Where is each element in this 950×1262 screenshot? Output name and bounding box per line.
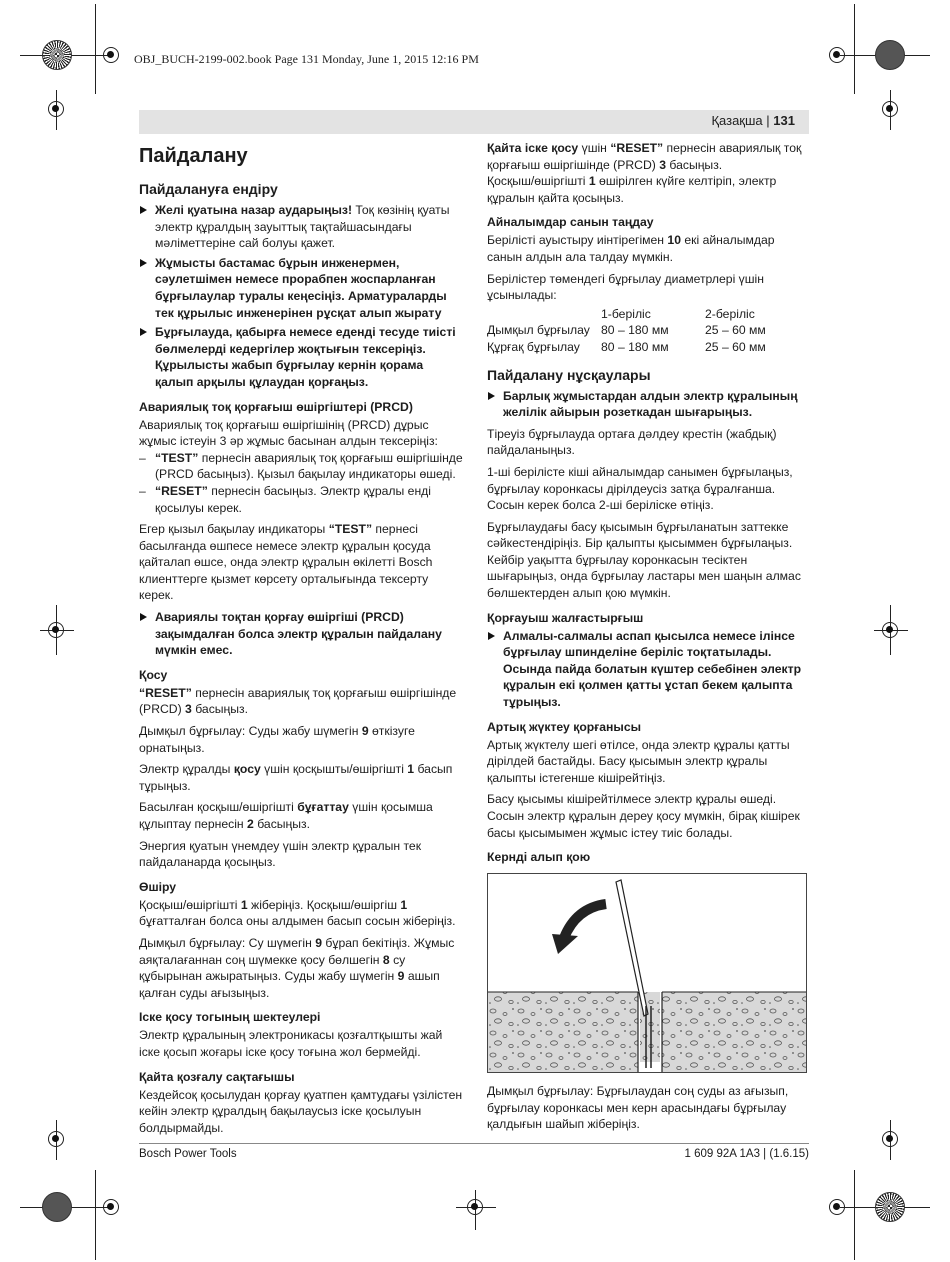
subsection-heading: Керндi алып қою [487,850,591,865]
registration-star-icon [875,1192,905,1222]
subsection-heading: Айналымдар санын таңдау [487,215,654,230]
registration-target-icon [467,1199,483,1215]
paragraph: Басу қысымы кішірейтілмесе электр құралы өшеді. Сосын электр құралын дереу қосу мүмкін, бірақ кішірек басы қысымымен жұмыс істеу тиіс болады. [487,792,800,840]
paragraph: Басылған қосқыш/өшіргішті бұғаттау үшін қосымша құлыптау пернесін 2 басыңыз. [139,800,433,831]
bullet-arrow-icon [488,392,495,400]
paragraph: 1-ші берілісте кіші айналымдар санымен бұрғылаңыз, бұрғылау коронкасы дірілдеусіз затқа бұралғанша. Сосын керек болса 2-ші берілiске өтіңіз. [487,464,793,513]
table-header-row [487,306,766,323]
table-cell: Құрғақ бұрғылау [487,339,580,354]
subsection-heading: Қайта қозғалу сақтағышы [139,1069,295,1084]
paragraph: Берілістер төмендегі бұрғылау диаметрлері үшін ұсынылады: [487,271,764,303]
file-note: OBJ_BUCH-2199-002.book Page 131 Monday, June 1, 2015 12:16 PM [134,52,479,66]
table-row [487,339,766,356]
registration-target-icon [882,622,898,638]
table-row [487,322,766,339]
paragraph: Қосқыш/өшіргішті 1 жіберіңіз. Қосқыш/өшіргіш 1 бұғатталған болса оны алдымен басып сосын жіберіңіз. [139,897,456,929]
core-removal-illustration [488,874,806,1072]
table-cell: 25 – 60 мм [705,339,766,354]
warning-item: Желі қуатына назар аударыңыз! Тоқ көзінің қуаты электр құралдың зауыттық тақтайшасындағы мәліметтеріне сай болуы қажет. [139,202,464,252]
bullet-arrow-icon [488,632,495,640]
table-cell: 80 – 180 мм [601,323,669,338]
registration-dot-icon [875,40,905,70]
registration-target-icon [48,101,64,117]
paragraph: Электр құралды қосу үшін қосқышты/өшіргішті 1 басып тұрыңыз. [139,762,453,793]
paragraph: Электр құралының электроникасы қозғалтқышты жай іске қосып жоғары іске қосу тоғына жол бермейді. [139,1028,443,1059]
subsection-heading: Қосу [139,667,168,682]
table-cell: 80 – 180 мм [601,339,669,354]
paragraph: Бұрғылаудағы басу қысымын бұрғыланатын заттекке сәйкестендіріңіз. Бір қалыпты қысыммен бұрғылаңыз. Кейбір уақытта бұрғылау коронкасын тесіктен шығарыңыз, онда бұрғылау ластары мен шаңын алмас бөлшектерден алып қою мүмкін. [487,519,801,601]
header-band [139,110,809,134]
figure-caption: Дымқыл бұрғылау: Бұрғылаудан соң суды аз ағызып, бұрғылау коронкасы мен керн арасындағы бұрғылау қалдығын шайып жіберіңіз. [487,1084,789,1132]
bullet-arrow-icon [140,613,147,621]
registration-target-icon [882,101,898,117]
left-column [139,140,464,1141]
registration-target-icon [103,47,119,63]
registration-target-icon [829,47,845,63]
registration-target-icon [103,1199,119,1215]
warning-item: Бұрғылауда, қабырға немесе еденді тесуде тиісті бөлмелерді кедергілер жоқтығын тексеріңіз. Құрылысты жабып бұрғылау кернін қорама қалып арқылы құлаудан қорғаңыз. [139,324,464,390]
paragraph: Авариялық тоқ қорғағыш өшіргішінің (PRCD) дұрыс жұмыс істеуін 3 әр жұмыс басынан алдын тексеріңіз: [139,417,438,449]
registration-dot-icon [42,1192,72,1222]
subsection-heading: Өшіру [139,879,177,894]
subsection-heading: Авариялық тоқ қорғағыш өшіргіштері (PRCD) [139,399,413,414]
table-cell: 25 – 60 мм [705,323,766,338]
gear-table [487,306,766,356]
bullet-arrow-icon [140,259,147,267]
section-heading: Пайдалану нұсқаулары [487,366,651,383]
header-language: Қазақша [711,113,763,128]
page-title: Пайдалану [139,145,248,167]
footer-brand: Bosch Power Tools [139,1148,237,1160]
paragraph: Қайта іске қосу үшін “RESET” пернесін авариялық тоқ қорғағыш өшіргішінде (PRCD) 3 басыңыз. [487,141,802,172]
header-separator: | [766,113,770,128]
page-number: 131 [773,113,795,128]
paragraph: Тіреуіз бұрғылауда ортаға дәлдеу крестін (жабдық) пайдаланыңыз. [487,426,777,458]
footer-divider [139,1143,809,1144]
footer-code: 1 609 92A 1A3 | (1.6.15) [684,1148,809,1160]
warning-item: Жұмысты бастамас бұрын инженермен, сәулетшімен немесе прорабпен жоспарланған бұрғылаулар туралы кеңесіңіз. Арматураларды тек құрылыс инженерінен рұсқат алып жырату [139,255,464,321]
warning-item: Алмалы-салмалы аспап қысылса немесе ілінсе бұрғылау шпинделіне беріліс тоқтатылады. Осында пайда болатын күштер себебінен электр құралын екі қолмен қатты ұстап бекем қалыпта тұрыңыз. [487,628,812,711]
registration-star-icon [42,40,72,70]
subsection-heading: Артық жүктеу қорғанысы [487,719,642,734]
paragraph: Энергия қуатын үнемдеу үшін электр құралын тек пайдаланарда қосыңыз. [139,838,422,870]
warning-item: Барлық жұмыстардан алдын электр құралының желілік айырын розеткадан шығарыңыз. [487,388,812,421]
list-item: – “TEST” пернесін авариялық тоқ қорғағыш өшіргішінде (PRCD басыңыз). Қызыл бақылау индикаторы өшеді. [139,450,463,482]
subsection-heading: Қорғауыш жалғастырғыш [487,610,644,625]
table-header-cell: 1-беріліс [601,306,651,321]
section-heading: Пайдалануға ендіру [139,181,278,197]
registration-target-icon [48,622,64,638]
paragraph: Берілісті ауыстыру иінтірегімен 10 екі айналымдар санын алдын ала талдау мүмкін. [487,233,775,264]
bullet-arrow-icon [140,328,147,336]
bullet-arrow-icon [140,206,147,214]
subsection-heading: Іске қосу тогының шектеулері [139,1010,321,1025]
paragraph: Кездейсоқ қосылудан қорғау қуатпен қамтудағы үзілістен кейін электр құралдың бақылаусыз іске қосылуын болдырмайды. [139,1087,463,1135]
paragraph: “RESET” пернесін авариялық тоқ қорғағыш өшіргішінде (PRCD) 3 басыңыз. [139,685,457,717]
paragraph: Қосқыш/өшіргішті 1 өшірілген күйге келтіріп, электр құралын қайта қосыңыз. [487,174,777,205]
warning-item: Авариялы тоқтан қорғау өшіргіші (PRCD) зақымдалған болса электр құралын пайдалану мүмкін емес. [139,609,464,659]
paragraph: Дымқыл бұрғылау: Суды жабу шүмегін 9 өткізуге орнатыңыз. [139,724,415,755]
registration-target-icon [48,1131,64,1147]
table-header-cell: 2-беріліс [705,306,755,321]
registration-target-icon [829,1199,845,1215]
page-header [711,113,795,128]
list-item: – “RESET” пернесін басыңыз. Электр құралы енді қосылуы керек. [139,483,432,515]
paragraph: Артық жүктелу шегі өтілсе, онда электр құралы қатты дірілдей бастайды. Басу қысымын электр құралы қалыпты істегенше кішірейтіңіз. [487,737,790,785]
paragraph: Дымқыл бұрғылау: Су шүмегін 9 бұрап бекітіңіз. Жұмыс аяқталағаннан соң шүмекке қосу бөлшегін 8 су құбырынан ажыратыңыз. Суды жабу шүмегін 9 ашып қалған суды ағызыңыз. [139,935,455,1000]
table-cell: Дымқыл бұрғылау [487,323,590,338]
right-column [487,140,812,1138]
registration-target-icon [882,1131,898,1147]
paragraph: Егер қызыл бақылау индикаторы “TEST” пернесі басылғанда өшпесе немесе электр құралын қосуда қайталап өшсе, онда электр құралын өкілетті Bosch клиенттерге қызмет көрсету орталығында тексерту керек. [139,522,433,603]
core-removal-figure [487,873,807,1073]
